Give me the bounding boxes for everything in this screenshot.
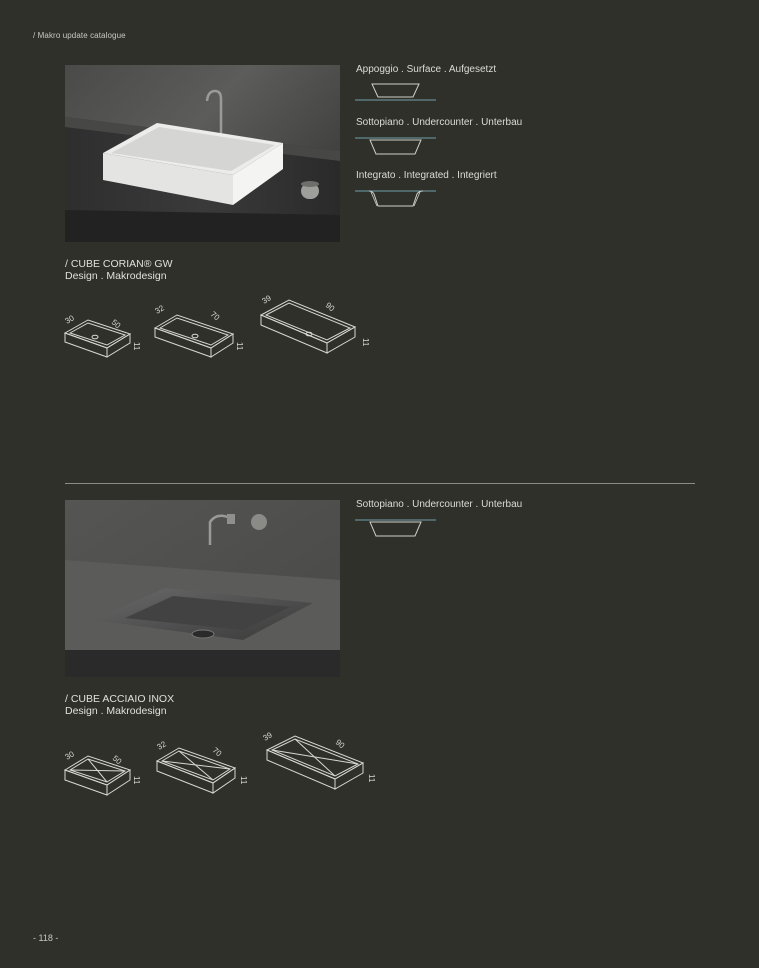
surface-mount-icon bbox=[355, 82, 437, 102]
mount-label-undercounter: Sottopiano . Undercounter . Unterbau bbox=[356, 499, 523, 510]
dim-width-30: 30 bbox=[63, 749, 76, 762]
dim-width-39: 39 bbox=[261, 730, 274, 743]
product-title-cube-corian: / CUBE CORIAN® GW bbox=[65, 258, 173, 270]
catalogue-header: / Makro update catalogue bbox=[33, 31, 126, 40]
designer-credit: Design . Makrodesign bbox=[65, 705, 167, 717]
dim-length-70: 70 bbox=[208, 309, 222, 323]
basin-size-drawings bbox=[55, 728, 375, 813]
dim-length-90: 90 bbox=[333, 737, 347, 751]
mount-label-undercounter: Sottopiano . Undercounter . Unterbau bbox=[356, 117, 523, 128]
integrated-mount-icon bbox=[355, 187, 437, 209]
dim-width-39: 39 bbox=[260, 293, 273, 306]
cube-acciaio-photo bbox=[65, 500, 340, 677]
dim-width-32: 32 bbox=[153, 303, 166, 316]
dim-height-11: 11 bbox=[367, 774, 376, 783]
dim-width-32: 32 bbox=[155, 739, 168, 752]
dim-height-11: 11 bbox=[235, 342, 244, 351]
dim-height-11: 11 bbox=[239, 776, 248, 785]
undercounter-mount-icon bbox=[355, 134, 437, 156]
mount-label-surface: Appoggio . Surface . Aufgesetzt bbox=[356, 64, 497, 75]
cube-corian-photo bbox=[65, 65, 340, 242]
dim-length-50: 50 bbox=[110, 753, 124, 767]
designer-credit: Design . Makrodesign bbox=[65, 270, 167, 282]
dim-width-30: 30 bbox=[63, 313, 76, 326]
undercounter-mount-icon bbox=[355, 516, 437, 538]
product-title-cube-acciaio: / CUBE ACCIAIO INOX bbox=[65, 693, 175, 705]
page-number: - 118 - bbox=[33, 933, 59, 943]
dim-height-11: 11 bbox=[132, 342, 141, 351]
mount-label-integrated: Integrato . Integrated . Integriert bbox=[356, 170, 497, 181]
basin-size-drawings bbox=[55, 290, 375, 375]
dim-length-70: 70 bbox=[210, 745, 224, 759]
dim-height-11: 11 bbox=[132, 776, 141, 785]
section-divider bbox=[65, 483, 695, 484]
dim-height-11: 11 bbox=[361, 338, 370, 347]
dim-length-50: 50 bbox=[109, 317, 123, 331]
dim-length-90: 90 bbox=[323, 300, 337, 314]
